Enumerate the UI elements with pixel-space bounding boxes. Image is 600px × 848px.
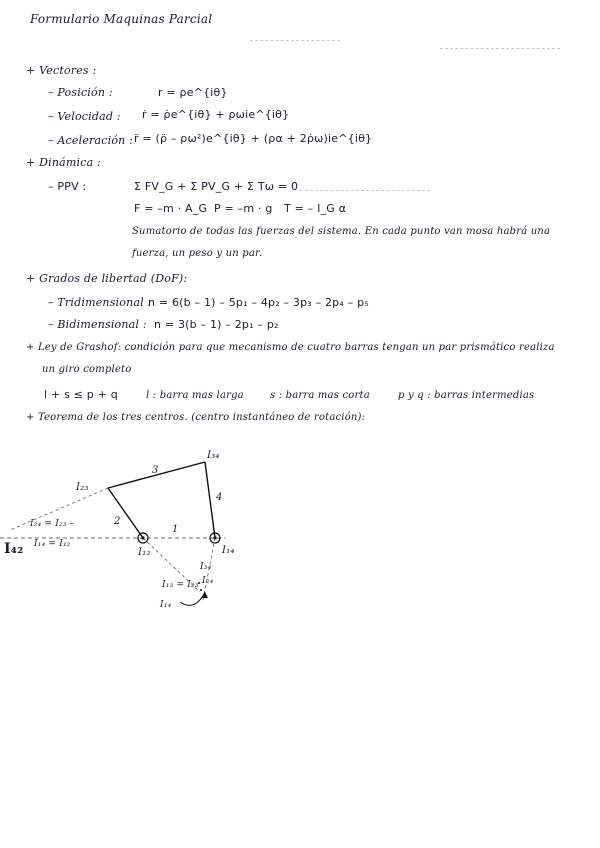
grashof-s-desc: s : barra mas corta: [270, 390, 370, 401]
posicion-formula: r = ρe^{iθ}: [158, 86, 228, 99]
link-label-3: 3: [152, 465, 159, 476]
pole-label-i23: I₂₃: [76, 482, 89, 493]
grashof-heading: + Ley de Grashof: condición para que mecanismo de cuatro barras tengan un par prismático realiza: [26, 342, 555, 353]
pole-label-i34-lower: I₃₄: [200, 562, 212, 572]
pole-label-i14: I₁₄: [222, 545, 235, 556]
link-4-line: [205, 462, 215, 538]
dinamica-note-line2: fuerza, un peso y un par.: [132, 248, 263, 259]
weight-formula: P = –m · g: [214, 202, 273, 215]
tridimensional-label: – Tridimensional :: [48, 296, 152, 309]
link-label-2: 2: [114, 516, 121, 527]
posicion-label: – Posición :: [48, 86, 113, 99]
pole-eq-line2: I₁₄ = I₁₂: [34, 539, 71, 549]
grashof-pq-desc: p y q : barras intermedias: [398, 390, 535, 401]
pole-label-i12: I₁₂: [138, 547, 151, 558]
dot-mark: [200, 589, 202, 591]
pivot-center: [141, 536, 144, 539]
page-title: Formulario Maquinas Parcial: [30, 12, 213, 26]
pivot-center: [213, 536, 216, 539]
dinamica-note-line1: Sumatorio de todas las fuerzas del sistema. En cada punto van mosa habrá una: [132, 226, 551, 237]
force-formula: F = –m · A_G: [134, 202, 208, 215]
pole-eq-line1: I₂₄ = I₂₃ –: [30, 519, 75, 529]
aceleracion-label: – Aceleración :: [48, 134, 134, 147]
bidimensional-label: – Bidimensional :: [48, 318, 147, 331]
grashof-l-desc: l : barra mas larga: [146, 390, 244, 401]
velocidad-formula: ṙ = ρ̇e^{iθ} + ρωie^{iθ}: [142, 108, 290, 121]
teorema-heading: + Teorema de los tres centros. (centro instantáneo de rotación):: [26, 412, 366, 423]
arrow-head: [201, 592, 208, 598]
pole-label-i14-lower: I₁₄: [160, 600, 172, 610]
pole-label-i13: I₁₃ = I₂₃: [162, 580, 199, 590]
grashof-line2: un giro completo: [42, 364, 132, 375]
link-2-line: [108, 488, 143, 538]
section-heading-gdl: + Grados de libertad (DoF):: [26, 272, 188, 285]
torque-formula: T = – I_G α: [284, 202, 347, 215]
rotation-arrow: [180, 592, 205, 605]
link-label-1: 1: [172, 524, 179, 535]
section-heading-dinamica: + Dinámica :: [26, 156, 101, 169]
pole-label-i24: I₂₄: [202, 576, 214, 586]
link-label-4: 4: [216, 492, 223, 503]
velocidad-label: – Velocidad :: [48, 110, 121, 123]
ppv-label: – PPV :: [48, 180, 87, 193]
section-heading-vectores: + Vectores :: [26, 64, 97, 77]
pole-label-i34: I₃₄: [207, 450, 220, 461]
bidimensional-formula: n = 3(b – 1) – 2p₁ – p₂: [154, 318, 279, 331]
pole-label-i42: I₄₂: [4, 541, 24, 557]
aceleracion-formula: r̈ = (ρ̈ – ρω²)e^{iθ} + (ρα + 2ρ̇ω)ie^{iθ}: [134, 132, 373, 145]
tridimensional-formula: n = 6(b – 1) – 5p₁ – 4p₂ – 3p₃ – 2p₄ – p₅: [148, 296, 369, 309]
ppv-formula: Σ FV_G + Σ PV_G + Σ Tω = 0: [134, 180, 299, 193]
grashof-inequality: l + s ≤ p + q: [44, 388, 118, 401]
